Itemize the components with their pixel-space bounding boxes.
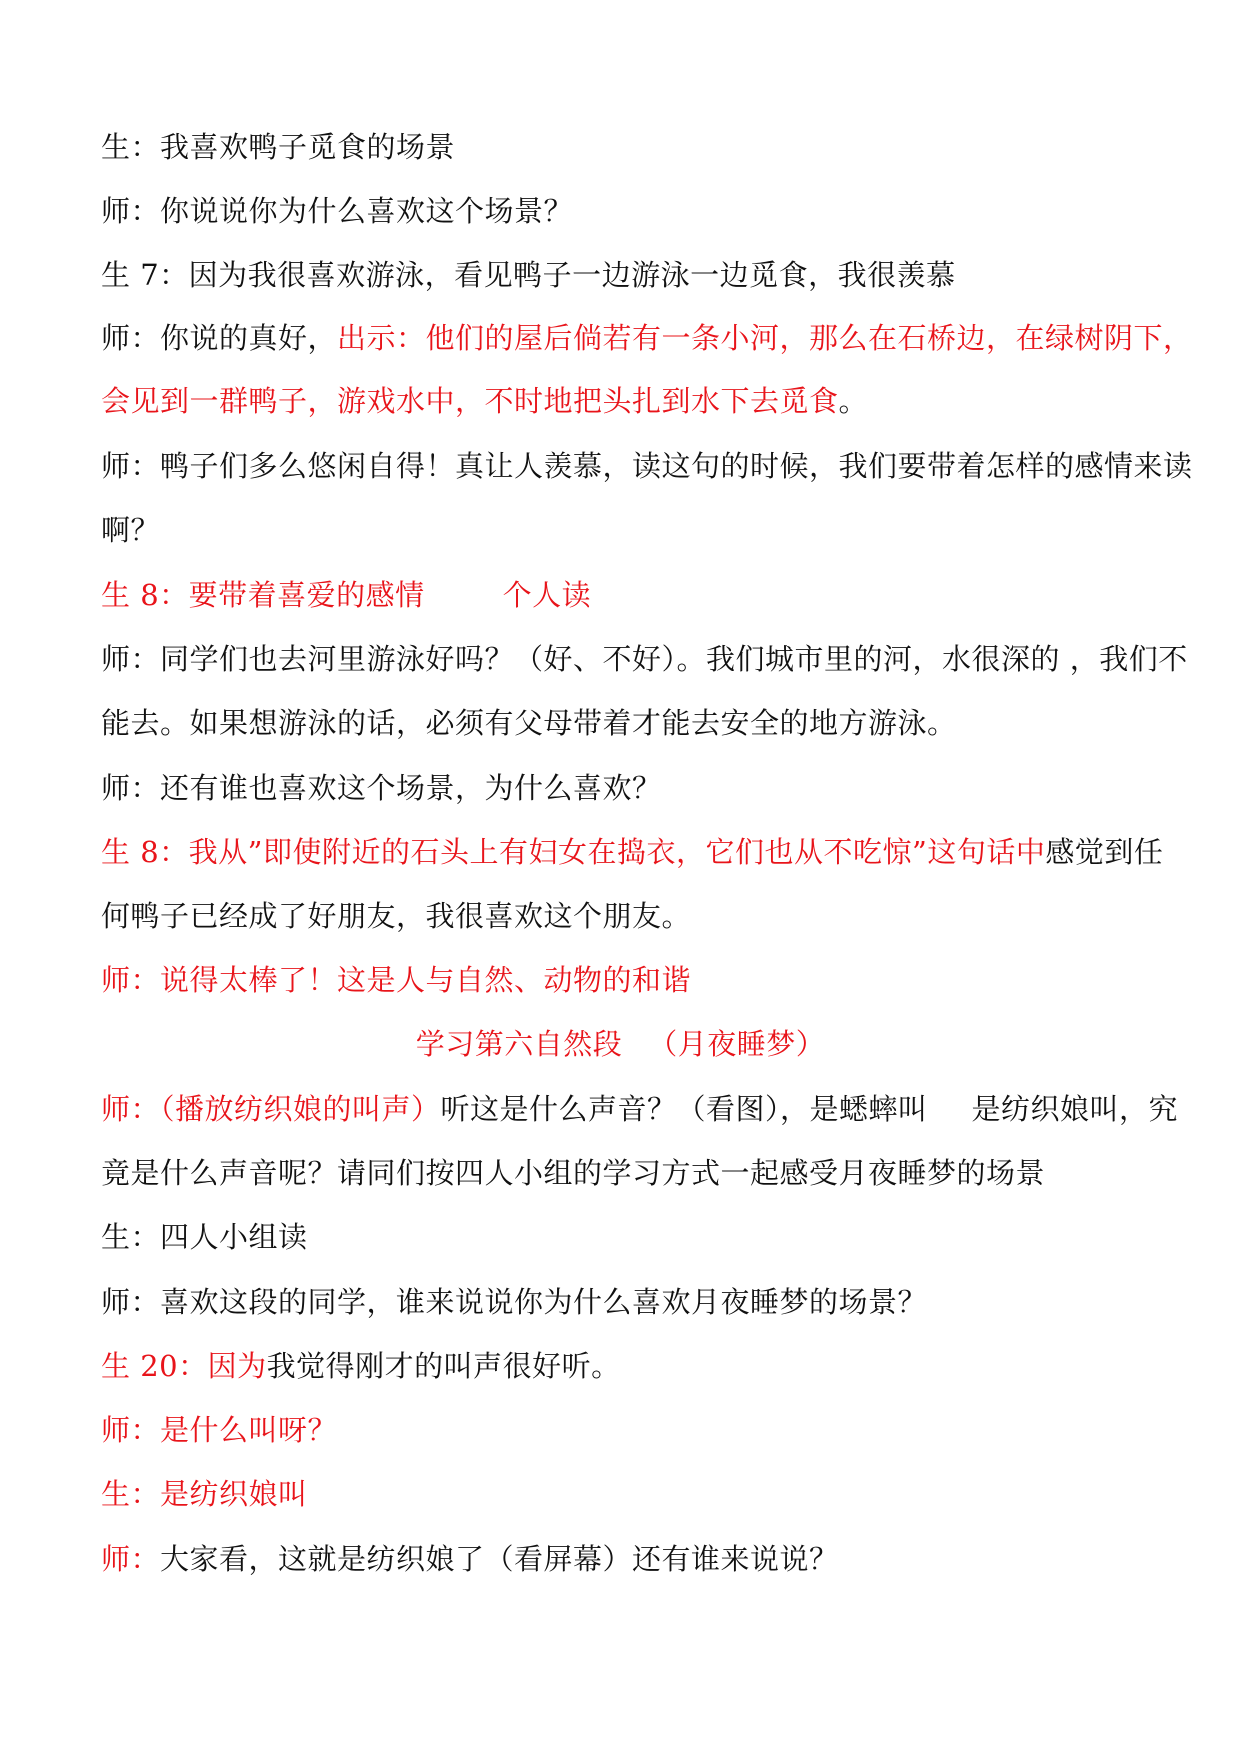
dialogue-line-teacher: [101, 639, 1188, 679]
line-text: 师：喜欢这段的同学，谁来说说你为什么喜欢月夜睡梦的场景？: [101, 1285, 928, 1319]
line-text: 师：你说说你为什么喜欢这个场景？: [101, 194, 574, 228]
line-text: 。: [838, 384, 869, 418]
highlight-text: 师：: [101, 1542, 161, 1576]
line-text: 师：还有谁也喜欢这个场景，为什么喜欢？: [101, 771, 662, 805]
section-heading: [0, 1024, 1241, 1064]
dialogue-line-teacher: [101, 1089, 1178, 1129]
line-text: 感觉到任: [1045, 835, 1164, 869]
highlight-text: 会见到一群鸭子，游戏水中，不时地把头扎到水下去觅食: [101, 384, 839, 418]
dialogue-line-continuation: [101, 703, 957, 743]
dialogue-line-continuation: [101, 381, 868, 421]
line-text: 啊？: [101, 513, 161, 547]
dialogue-line-teacher: [101, 446, 1193, 486]
highlight-text: 师：说得太棒了！这是人与自然、动物的和谐: [101, 963, 692, 997]
dialogue-line-teacher: [101, 191, 573, 231]
section-subtitle: （月夜睡梦）: [648, 1027, 826, 1061]
dialogue-line-student-8: [101, 832, 1163, 872]
dialogue-line-teacher: [101, 1539, 839, 1579]
dialogue-line-teacher: [101, 1282, 927, 1322]
line-text: 我觉得刚才的叫声很好听。: [266, 1349, 621, 1383]
highlight-text: 生 20：因为: [101, 1349, 267, 1383]
line-text: 竟是什么声音呢？请同们按四人小组的学习方式一起感受月夜睡梦的场景: [101, 1156, 1046, 1190]
highlight-text: 个人读: [502, 578, 592, 612]
line-text: 大家看，这就是纺织娘了（看屏幕）还有谁来说说？: [160, 1542, 839, 1576]
dialogue-line-student: [101, 1217, 308, 1257]
line-text: 师：同学们也去河里游泳好吗？（好、不好）。我们城市里的河，水很深的 ，我们不: [101, 642, 1188, 676]
dialogue-line-teacher: [101, 768, 662, 808]
line-text: 生：四人小组读: [101, 1220, 308, 1254]
dialogue-line-student: [101, 127, 455, 167]
dialogue-line-student-20: [101, 1346, 621, 1386]
highlight-text: 生 8：我从”即使附近的石头上有妇女在捣衣，它们也从不吃惊”这句话中: [101, 835, 1046, 869]
line-text: 能去。如果想游泳的话，必须有父母带着才能去安全的地方游泳。: [101, 706, 957, 740]
line-text: 生 7：因为我很喜欢游泳，看见鸭子一边游泳一边觅食，我很羡慕: [101, 258, 956, 292]
dialogue-line-continuation: [101, 1153, 1045, 1193]
line-text: 师：你说的真好，: [101, 321, 338, 355]
dialogue-line-teacher-show: [101, 318, 1193, 358]
line-text: 是纺织娘叫，究: [971, 1092, 1179, 1126]
highlight-text: 出示：他们的屋后倘若有一条小河，那么在石桥边，在绿树阴下，: [337, 321, 1193, 355]
line-text: 听这是什么声音？（看图），是蟋蟀叫: [440, 1092, 928, 1126]
highlight-text: 师：是什么叫呀？: [101, 1413, 338, 1447]
line-text: 何鸭子已经成了好朋友，我很喜欢这个朋友。: [101, 899, 692, 933]
dialogue-line-student: [101, 1474, 308, 1514]
highlight-text: 生：是纺织娘叫: [101, 1477, 308, 1511]
dialogue-line-student-8: [101, 575, 591, 615]
dialogue-line-continuation: [101, 896, 691, 936]
dialogue-line-teacher-praise: [101, 960, 691, 1000]
highlight-text: 生 8：要带着喜爱的感情: [101, 578, 425, 612]
dialogue-line-student-7: [101, 255, 956, 295]
section-title: 学习第六自然段: [415, 1027, 623, 1061]
dialogue-line-teacher: [101, 1410, 337, 1450]
line-text: 师：鸭子们多么悠闲自得！真让人羡慕，读这句的时候，我们要带着怎样的感情来读: [101, 449, 1193, 483]
highlight-text: 师：（播放纺织娘的叫声）: [101, 1092, 441, 1126]
line-text: 生：我喜欢鸭子觅食的场景: [101, 130, 456, 164]
dialogue-line-continuation: [101, 510, 160, 550]
